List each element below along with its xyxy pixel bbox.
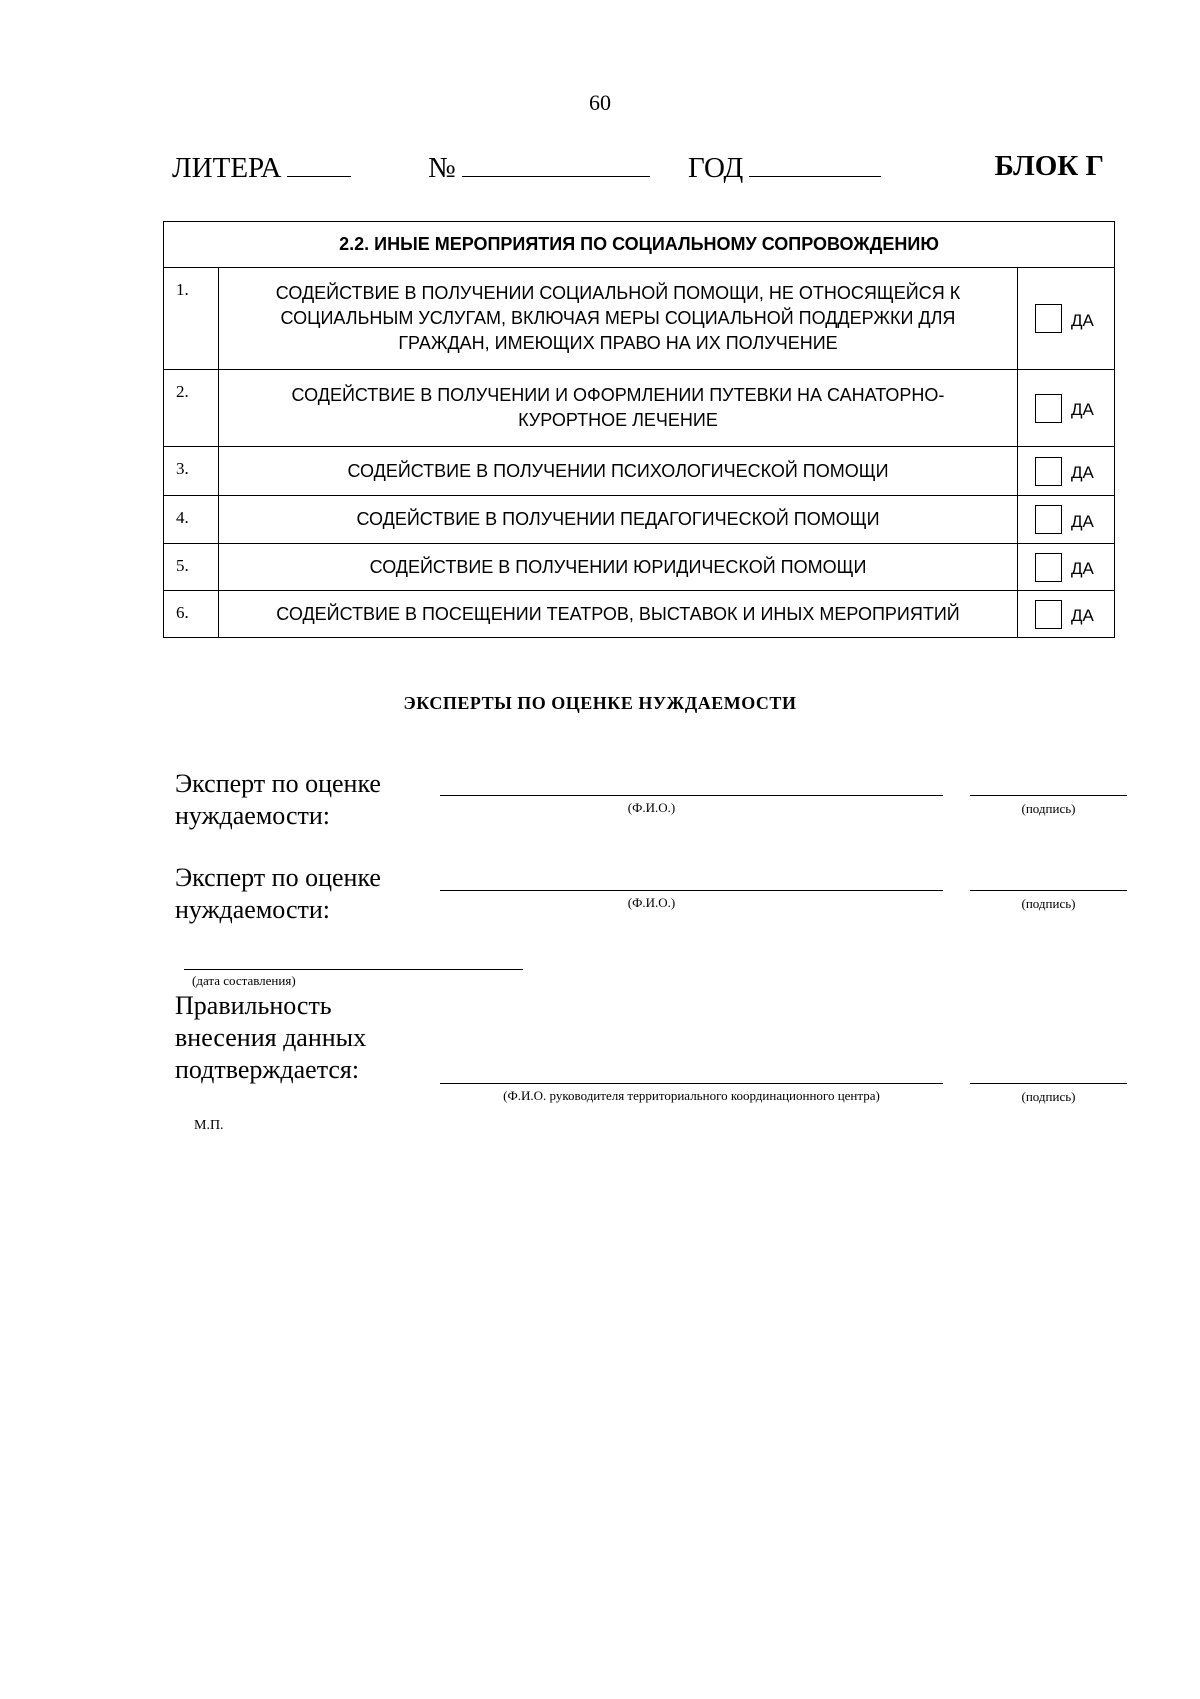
yes-label: ДА [1071, 606, 1094, 625]
head-name-line[interactable] [440, 1083, 943, 1084]
table-row [164, 268, 1115, 370]
confirmation-label-line1: Правильность [175, 991, 332, 1020]
yes-option [1018, 496, 1115, 544]
expert-2-sign-caption: (подпись) [1021, 896, 1076, 911]
number-blank[interactable] [462, 150, 650, 177]
expert-1-sign-caption: (подпись) [1021, 801, 1076, 816]
table-row [164, 591, 1115, 638]
expert-2-sign-line[interactable] [970, 890, 1127, 891]
expert-2-label-line1: Эксперт по оценке [175, 863, 381, 892]
confirmation-label [175, 990, 366, 1086]
litera-blank[interactable] [287, 150, 351, 177]
row-number: 3. [164, 447, 219, 496]
page-number: 60 [589, 90, 611, 115]
block-label: БЛОК Г [994, 150, 1104, 182]
experts-title: ЭКСПЕРТЫ ПО ОЦЕНКЕ НУЖДАЕМОСТИ [403, 693, 797, 713]
row-text: СОДЕЙСТВИЕ В ПОЛУЧЕНИИ ЮРИДИЧЕСКОЙ ПОМОЩИ [219, 544, 1018, 591]
litera-field [172, 150, 351, 185]
head-sign-caption: (подпись) [1021, 1089, 1076, 1104]
table-row [164, 544, 1115, 591]
yes-option [1018, 268, 1115, 370]
year-field [688, 150, 881, 185]
expert-1-name-line[interactable] [440, 795, 943, 796]
yes-option [1018, 447, 1115, 496]
expert-2-name-line[interactable] [440, 890, 943, 891]
number-field [428, 150, 650, 185]
yes-label: ДА [1071, 400, 1094, 419]
litera-label: ЛИТЕРА [172, 152, 282, 184]
table-row [164, 496, 1115, 544]
row-number: 6. [164, 591, 219, 638]
table-row [164, 447, 1115, 496]
yes-checkbox[interactable] [1035, 304, 1062, 333]
yes-option [1018, 544, 1115, 591]
row-number: 2. [164, 370, 219, 447]
row-number: 1. [164, 268, 219, 370]
date-line[interactable] [184, 969, 523, 970]
yes-label: ДА [1071, 310, 1094, 330]
year-label: ГОД [688, 152, 744, 184]
confirmation-label-line2: внесения данных [175, 1023, 367, 1052]
expert-2-label-line2: нуждаемости: [175, 895, 330, 924]
measures-table [163, 221, 1115, 638]
row-text: СОДЕЙСТВИЕ В ПОЛУЧЕНИИ ПСИХОЛОГИЧЕСКОЙ ПОМОЩИ [219, 447, 1018, 496]
yes-option [1018, 591, 1115, 638]
yes-checkbox[interactable] [1035, 394, 1062, 423]
row-text: СОДЕЙСТВИЕ В ПОЛУЧЕНИИ ПЕДАГОГИЧЕСКОЙ ПОМОЩИ [219, 496, 1018, 544]
yes-option [1018, 370, 1115, 447]
row-text: СОДЕЙСТВИЕ В ПОЛУЧЕНИИ И ОФОРМЛЕНИИ ПУТЕВКИ НА САНАТОРНО-КУРОРТНОЕ ЛЕЧЕНИЕ [219, 370, 1018, 447]
yes-checkbox[interactable] [1035, 505, 1062, 534]
table-title: 2.2. ИНЫЕ МЕРОПРИЯТИЯ ПО СОЦИАЛЬНОМУ СОПРОВОЖДЕНИЮ [164, 222, 1115, 268]
row-text: СОДЕЙСТВИЕ В ПОСЕЩЕНИИ ТЕАТРОВ, ВЫСТАВОК И ИНЫХ МЕРОПРИЯТИЙ [219, 591, 1018, 638]
yes-label: ДА [1071, 559, 1094, 578]
expert-2-label [175, 862, 381, 926]
stamp-place: М.П. [194, 1118, 224, 1133]
expert-1-label-line1: Эксперт по оценке [175, 769, 381, 798]
date-caption: (дата составления) [192, 973, 296, 988]
yes-checkbox[interactable] [1035, 553, 1062, 582]
row-number: 4. [164, 496, 219, 544]
expert-1-name-caption: (Ф.И.О.) [627, 800, 676, 815]
yes-checkbox[interactable] [1035, 457, 1062, 486]
number-label: № [428, 152, 456, 184]
confirmation-label-line3: подтверждается: [175, 1055, 360, 1084]
yes-label: ДА [1071, 511, 1094, 531]
yes-checkbox[interactable] [1035, 600, 1062, 629]
yes-label: ДА [1071, 463, 1094, 482]
row-text: СОДЕЙСТВИЕ В ПОЛУЧЕНИИ СОЦИАЛЬНОЙ ПОМОЩИ, НЕ ОТНОСЯЩЕЙСЯ К СОЦИАЛЬНЫМ УСЛУГАМ, ВКЛЮЧАЯ МЕРЫ СОЦИАЛЬНОЙ ПОДДЕРЖКИ ДЛЯ ГРАЖДАН, ИМЕЮЩИХ ПРАВО НА ИХ ПОЛУЧЕНИЕ [219, 268, 1018, 370]
head-sign-line[interactable] [970, 1083, 1127, 1084]
expert-1-label [175, 768, 381, 832]
head-name-caption: (Ф.И.О. руководителя территориального координационного центра) [503, 1088, 880, 1103]
expert-2-name-caption: (Ф.И.О.) [627, 895, 676, 910]
expert-1-label-line2: нуждаемости: [175, 801, 330, 830]
expert-1-sign-line[interactable] [970, 795, 1127, 796]
row-number: 5. [164, 544, 219, 591]
year-blank[interactable] [749, 150, 881, 177]
table-row [164, 370, 1115, 447]
